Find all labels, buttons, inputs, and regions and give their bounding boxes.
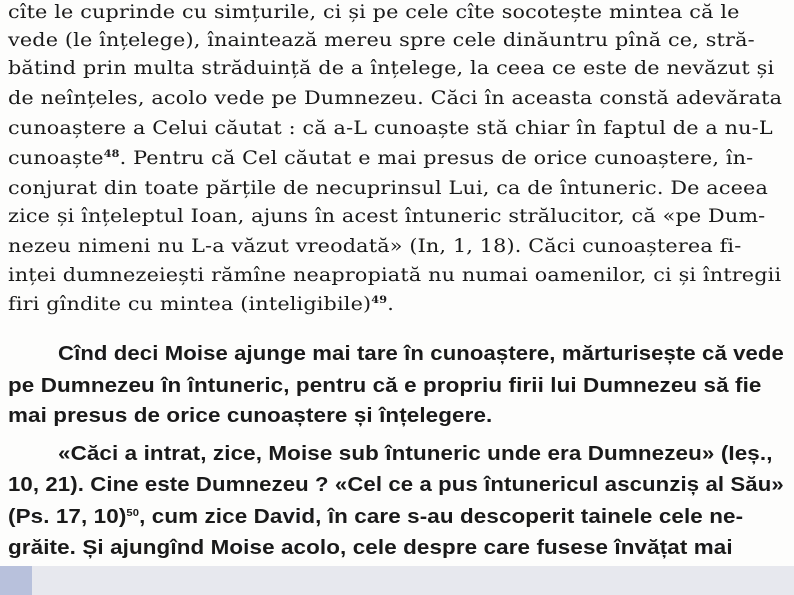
text-line: zice și înțeleptul Ioan, ajuns în acest întuneric strălucitor, că «pe Dum- [8,206,766,227]
text-line: pe Dumnezeu în întuneric, pentru că e propriu firii lui Dumnezeu să fie [8,375,762,397]
text-line: conjurat din toate părțile de necuprinsul Lui, ca de întuneric. De aceea [8,178,768,199]
text-line: 10, 21). Cine este Dumnezeu ? «Cel ce a pus întunericul ascunziș al Său» [8,474,784,496]
text-line: grăite. Și ajungînd Moise acolo, cele despre care fusese învățat mai [8,537,733,559]
footnote-ref: 49 [371,295,388,306]
text-line: vede (le înțelege), înaintează mereu spre cele dinăuntru pînă ce, stră- [8,30,755,51]
bottom-toolbar-accent [0,566,32,595]
bottom-toolbar [0,566,794,595]
text-line: inței dumnezeiești rămîne neapropiată nu numai oamenilor, ci și întregii [8,265,782,286]
text-line: «Căci a intrat, zice, Moise sub întuneric unde era Dumnezeu» (Ieș., [58,443,773,465]
text-line: nezeu nimeni nu L-a văzut vreodată» (In, 1, 18). Căci cunoașterea fi- [8,236,742,257]
text-line: (Ps. 17, 10)$^{50}$, cum zice David, în care s-au descoperit tainele cele ne- [8,506,744,528]
text-line: de neînțeles, acolo vede pe Dumnezeu. Căci în aceasta constă adevărata [8,88,783,109]
footnote-ref: 48 [103,149,120,160]
text-line: cunoaștere a Celui căutat : că a-L cunoaște stă chiar în faptul de a nu-L [8,118,773,139]
text-line: Cînd deci Moise ajunge mai tare în cunoaștere, mărturisește că vede [58,343,784,365]
text-line: firi gîndite cu mintea (inteligibile)$^{49}$. [8,294,394,315]
footnote-ref: 50 [126,508,140,519]
text-line: cunoaște$^{48}$. Pentru că Cel căutat e mai presus de orice cunoaștere, în- [8,148,754,169]
text-line: bătind prin multa străduință de a înțelege, la ceea ce este de nevăzut și [8,58,775,79]
text-line: cîte le cuprinde cu simțurile, ci și pe cele cîte socotește mintea că le [8,2,740,23]
text-line: mai presus de orice cunoaștere și înțelegere. [8,405,493,427]
